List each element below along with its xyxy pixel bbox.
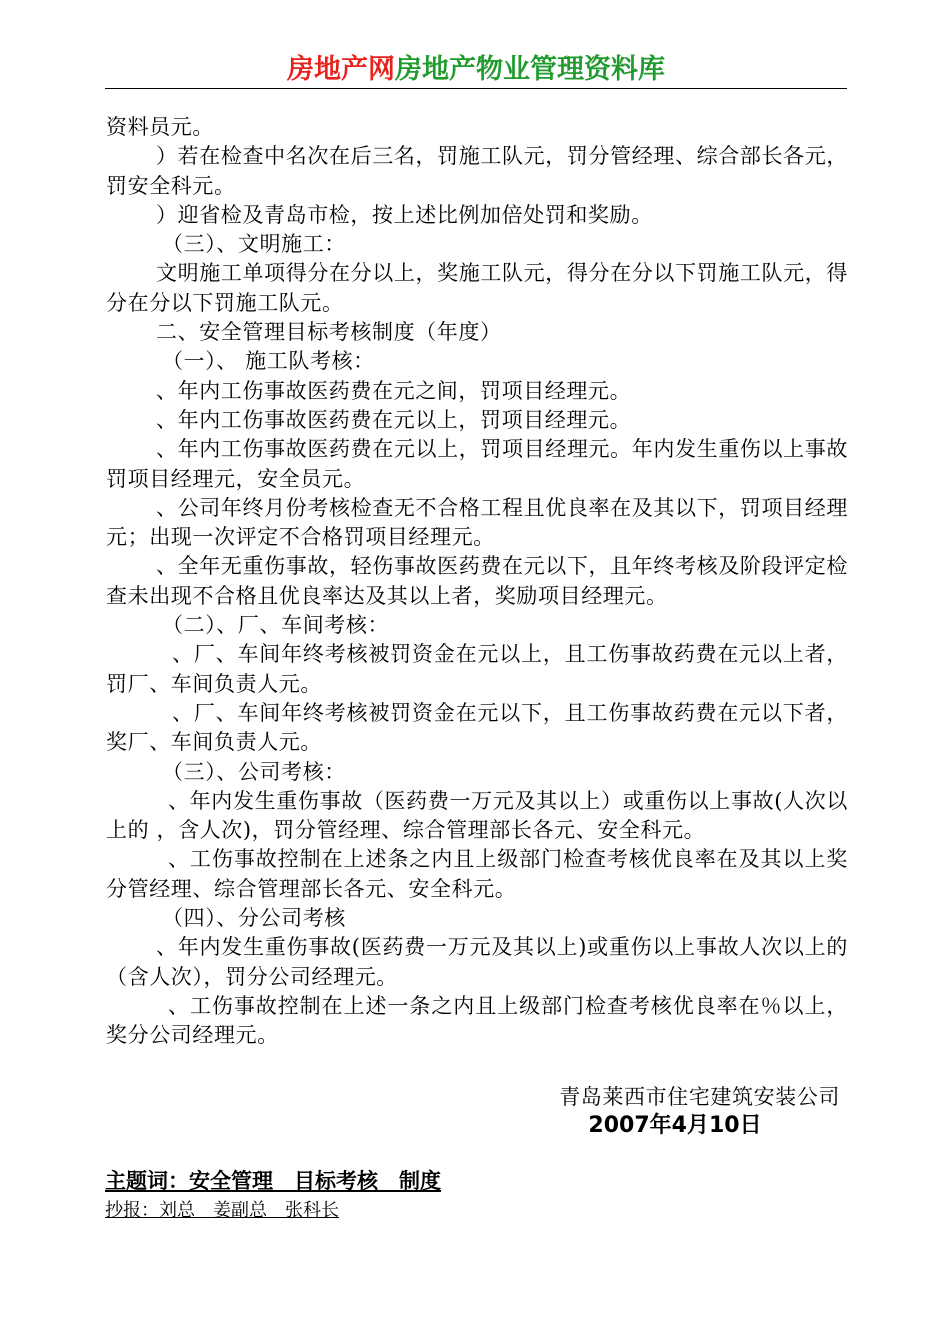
document-body xyxy=(106,113,848,1051)
body-paragraph: 资料员元。 xyxy=(106,115,214,139)
body-paragraph: 、年内发生重伤事故（医药费一万元及其以上）或重伤以上事故(人次以上的 ，含人次)，罚分管经理、综合管理部长各元、安全科元。 xyxy=(106,788,848,843)
header-site-name: 房地产网 xyxy=(287,54,395,85)
body-paragraph: （三）、文明施工： xyxy=(162,232,346,257)
body-paragraph: 、年内工伤事故医药费在元以上，罚项目经理元。年内发生重伤以上事故罚项目经理元，安全员元。 xyxy=(106,437,848,491)
body-paragraph: 、年内工伤事故医药费在元之间，罚项目经理元。 xyxy=(156,378,632,403)
body-paragraph: 、厂、车间年终考核被罚资金在元以上，且工伤事故药费在元以上者，罚厂、车间负责人元。 xyxy=(106,642,848,696)
header-divider xyxy=(105,88,847,89)
body-paragraph: ）若在检查中名次在后三名，罚施工队元，罚分管经理、综合部长各元，罚安全科元。 xyxy=(106,144,848,198)
body-paragraph: 、公司年终月份考核检查无不合格工程且优良率在及其以下，罚项目经理元；出现一次评定不合格罚项目经理元。 xyxy=(106,495,848,550)
body-paragraph: 二、安全管理目标考核制度（年度） xyxy=(156,320,502,345)
body-paragraph: 文明施工单项得分在分以上，奖施工队元，得分在分以下罚施工队元，得分在分以下罚施工队元。 xyxy=(106,261,848,315)
body-paragraph: （一）、 施工队考核： xyxy=(162,349,375,374)
page-header xyxy=(105,52,847,88)
body-paragraph: 、全年无重伤事故，轻伤事故医药费在元以下，且年终考核及阶段评定检查未出现不合格且优良率达及其以上者，奖励项目经理元。 xyxy=(106,554,848,608)
body-paragraph: 、厂、车间年终考核被罚资金在元以下，且工伤事故药费在元以下者，奖厂、车间负责人元。 xyxy=(106,700,848,755)
body-paragraph: 、工伤事故控制在上述条之内且上级部门检查考核优良率在及其以上奖分管经理、综合管理部长各元、安全科元。 xyxy=(106,847,848,901)
cc-recipients: 抄报：刘总 姜副总 张科长 xyxy=(105,1200,339,1221)
body-paragraph: （三）、公司考核： xyxy=(162,759,346,784)
body-paragraph: 、年内工伤事故医药费在元以上，罚项目经理元。 xyxy=(156,407,632,432)
body-paragraph: 、年内发生重伤事故(医药费一万元及其以上)或重伤以上事故人次以上的（含人次），罚分公司经理元。 xyxy=(106,935,848,989)
subject-keywords: 主题词：安全管理 目标考核 制度 xyxy=(105,1169,441,1193)
header-library-name: 房地产物业管理资料库 xyxy=(395,54,665,85)
body-paragraph: （二）、厂、车间考核： xyxy=(162,613,390,638)
signature-company: 青岛莱西市住宅建筑安装公司 xyxy=(559,1085,840,1109)
signature-date: 2007年4月10日 xyxy=(588,1113,762,1138)
body-paragraph: 、工伤事故控制在上述一条之内且上级部门检查考核优良率在％以上，奖分公司经理元。 xyxy=(106,993,848,1048)
body-paragraph: （四）、分公司考核 xyxy=(162,906,346,931)
body-paragraph: ）迎省检及青岛市检，按上述比例加倍处罚和奖励。 xyxy=(156,202,653,227)
